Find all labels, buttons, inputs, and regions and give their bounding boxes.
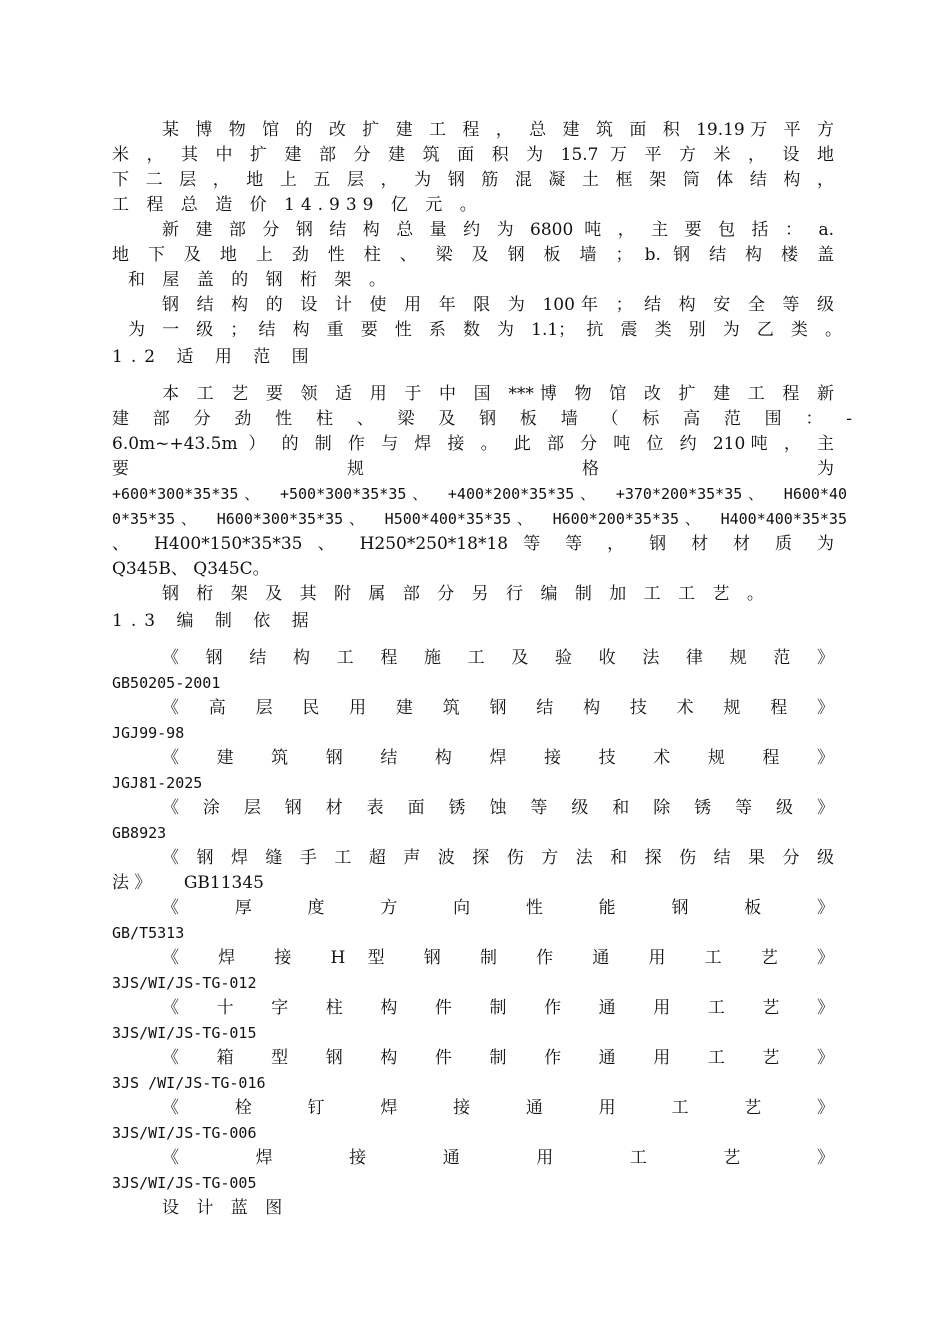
reference-code: 3JS/WI/JS-TG-005 xyxy=(112,1174,257,1192)
text-line: 建 部 分 劲 性 柱 、 梁 及 钢 板 墙 （ 标 高 范 围 ： - xyxy=(112,409,852,429)
text-line: 米 ， 其 中 扩 建 部 分 建 筑 面 积 为 15.7 万 平 方 米 ， 设 地 xyxy=(112,145,834,165)
reference-code: 法 》 GB11345 xyxy=(112,873,264,893)
reference-title: 《 涂 层 钢 材 表 面 锈 蚀 等 级 和 除 锈 等 级 》 xyxy=(162,798,834,818)
section-heading: 1.3 编 制 依 据 xyxy=(112,611,317,631)
reference-title: 《 建 筑 钢 结 构 焊 接 技 术 规 程 》 xyxy=(162,748,834,768)
reference-code: 3JS/WI/JS-TG-012 xyxy=(112,974,257,992)
text-line: 下 二 层 ， 地 上 五 层 ， 为 钢 筋 混 凝 土 框 架 筒 体 结 构 ， xyxy=(112,170,834,190)
text-line: 设 计 蓝 图 xyxy=(162,1198,289,1218)
text-line: 工 程 总 造 价 14.939 亿 元 。 xyxy=(112,195,483,215)
text-line: 0*35*35、 H600*300*35*35、 H500*400*35*35、 H600*200*35*35、 H400*400*35*35 xyxy=(112,510,847,528)
reference-code: 3JS/WI/JS-TG-006 xyxy=(112,1124,257,1142)
section-heading: 1.2 适 用 范 围 xyxy=(112,347,317,367)
text-line: 新 建 部 分 钢 结 构 总 量 约 为 6800 吨 ， 主 要 包 括 ： a. xyxy=(162,220,834,240)
text-line: 地 下 及 地 上 劲 性 柱 、 梁 及 钢 板 墙 ； b. 钢 结 构 楼 盖 xyxy=(112,245,834,265)
reference-code: JGJ81-2025 xyxy=(112,774,203,792)
reference-code: JGJ99-98 xyxy=(112,724,185,742)
reference-title: 《 栓 钉 焊 接 通 用 工 艺 》 xyxy=(162,1098,834,1118)
reference-title: 《 高 层 民 用 建 筑 钢 结 构 技 术 规 程 》 xyxy=(162,698,834,718)
reference-code: GB/T5313 xyxy=(112,924,185,942)
reference-code: GB8923 xyxy=(112,824,167,842)
text-line: 、 H400*150*35*35 、 H250*250*18*18 等 等 ， 钢 材 材 质 为 xyxy=(112,534,834,554)
reference-title: 《 焊 接 通 用 工 艺 》 xyxy=(162,1148,834,1168)
text-line: 钢 结 构 的 设 计 使 用 年 限 为 100年 ； 结 构 安 全 等 级 xyxy=(162,295,834,315)
text-line: 为 一 级 ； 结 构 重 要 性 系 数 为 1.1； 抗 震 类 别 为 乙 类 。 xyxy=(128,320,842,340)
text-line: 某 博 物 馆 的 改 扩 建 工 程 ， 总 建 筑 面 积 19.19万 平 方 xyxy=(162,120,834,140)
text-line: Q345B、 Q345C。 xyxy=(112,559,270,579)
text-line: 钢 桁 架 及 其 附 属 部 分 另 行 编 制 加 工 工 艺 。 xyxy=(162,584,770,604)
reference-title: 《 箱 型 钢 构 件 制 作 通 用 工 艺 》 xyxy=(162,1048,834,1068)
text-line: 6.0m~+43.5m ） 的 制 作 与 焊 接 。 此 部 分 吨 位 约 210吨 ， 主 xyxy=(112,434,834,454)
reference-title: 《 厚 度 方 向 性 能 钢 板 》 xyxy=(162,898,834,918)
text-line: 和 屋 盖 的 钢 桁 架 。 xyxy=(128,270,392,290)
reference-title: 《 钢 焊 缝 手 工 超 声 波 探 伤 方 法 和 探 伤 结 果 分 级 xyxy=(162,848,834,868)
reference-code: 3JS/WI/JS-TG-015 xyxy=(112,1024,257,1042)
reference-title: 《 焊 接 H 型 钢 制 作 通 用 工 艺 》 xyxy=(162,948,834,968)
reference-code: GB50205-2001 xyxy=(112,674,221,692)
text-line: 本 工 艺 要 领 适 用 于 中 国 ***博 物 馆 改 扩 建 工 程 新 xyxy=(162,384,834,404)
text-line: 要 规 格 为 xyxy=(112,459,834,479)
reference-title: 《 钢 结 构 工 程 施 工 及 验 收 法 律 规 范 》 xyxy=(162,648,834,668)
text-line: +600*300*35*35、 +500*300*35*35、 +400*200*35*35、 +370*200*35*35、 H600*40 xyxy=(112,485,847,503)
reference-code: 3JS /WI/JS-TG-016 xyxy=(112,1074,266,1092)
reference-title: 《 十 字 柱 构 件 制 作 通 用 工 艺 》 xyxy=(162,998,834,1018)
